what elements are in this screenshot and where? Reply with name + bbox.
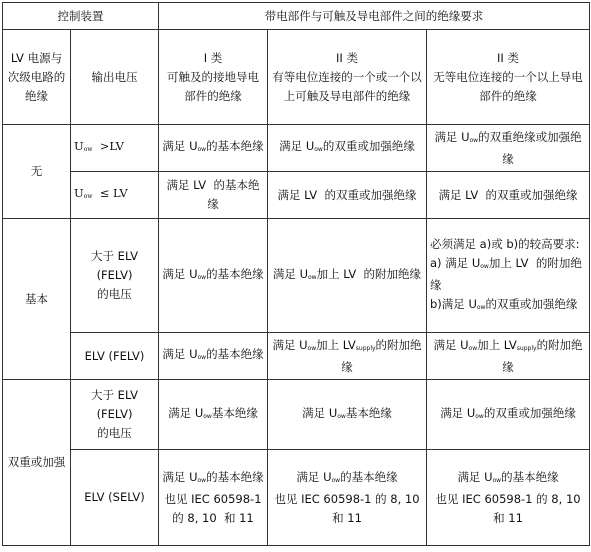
text-part: 满足 U: [272, 266, 308, 281]
class1-label: I 类: [203, 50, 223, 65]
lv-insulation-header: LV 电源与次级电路的绝缘: [3, 30, 71, 125]
text-part: 满足 U: [433, 337, 469, 352]
text-part: 加上 LV 的附加绝缘: [430, 255, 582, 292]
text-part: 的双重或加强绝缘: [485, 296, 578, 311]
text-part: 满足 U: [162, 469, 198, 484]
group-basic-cell: 基本: [3, 219, 71, 380]
requirement-cell: 满足 LV 的双重或加强绝缘: [268, 172, 427, 219]
voltage-line: 的电压: [97, 426, 132, 440]
requirement-cell: [268, 219, 427, 333]
table-row: [3, 219, 590, 333]
table-row: [3, 333, 590, 380]
class2a-header: [268, 30, 427, 125]
class2b-desc: 无等电位连接的一个以上导电部件的绝缘: [433, 69, 583, 103]
subscript: ow: [197, 146, 207, 153]
class2a-desc: 有等电位连接的一个或一个以上可触及导电部件的绝缘: [272, 69, 422, 103]
subscript: ow: [468, 344, 478, 352]
insulation-requirements-table: [2, 2, 590, 546]
group-double-cell: 双重或加强: [3, 380, 71, 546]
text-line: [430, 254, 586, 295]
text-part: 的基本绝缘: [340, 469, 398, 484]
table-row: [3, 450, 590, 546]
table-row: [3, 125, 590, 172]
reference-text: 也见 IEC 60598-1 的 8, 10 和 11: [435, 491, 588, 525]
voltage-line: 大于 ELV: [91, 249, 138, 263]
subscript: ow: [469, 136, 479, 144]
text-part: b)满足 U: [430, 296, 477, 311]
requirement-cell: [159, 333, 268, 380]
voltage-cell: [71, 380, 159, 450]
insulation-requirement-header: 带电部件与可触及导电部件之间的绝缘要求: [159, 3, 590, 30]
text-part: 的双重或加强绝缘: [483, 405, 576, 420]
text-part: 的基本绝缘: [206, 469, 264, 484]
voltage-condition: >LV: [92, 139, 124, 153]
header-row-1: [3, 3, 590, 30]
voltage-condition: ≤ LV: [92, 186, 128, 200]
voltage-line: (FELV): [96, 268, 133, 282]
class2a-label: II 类: [336, 50, 358, 65]
text-part: 满足 U: [296, 469, 332, 484]
text-part: 的附加绝缘: [502, 337, 583, 374]
subscript: ow: [308, 273, 317, 281]
reference-text: 也见 IEC 60598-1 的 8, 10 和 11: [164, 491, 266, 525]
subscript: ow: [197, 273, 207, 281]
text-part: 基本绝缘: [345, 405, 392, 420]
requirement-cell: [268, 380, 427, 450]
text-part: 的基本绝缘: [206, 347, 264, 361]
subscript: ow: [307, 344, 317, 352]
voltage-cell: [71, 219, 159, 333]
text-line: 必须满足 a)或 b)的较高要求:: [430, 236, 580, 251]
voltage-line: (FELV): [96, 407, 133, 421]
control-device-header: 控制装置: [3, 3, 159, 30]
subscript: ow: [203, 412, 212, 420]
text-part: 满足 U: [457, 469, 493, 484]
voltage-cell: [71, 172, 159, 219]
voltage-symbol: U: [74, 139, 84, 153]
group-none-cell: 无: [3, 125, 71, 219]
subscript: ow: [476, 303, 486, 311]
subscript: ow: [492, 476, 502, 484]
class1-header: [159, 30, 268, 125]
text-part: 加上 LV: [477, 337, 517, 352]
text-part: 的双重或加强绝缘: [322, 139, 415, 153]
class2b-header: [427, 30, 590, 125]
text-part: 满足 U: [279, 139, 315, 153]
subscript: ow: [197, 476, 207, 484]
table-row: [3, 172, 590, 219]
output-voltage-header: 输出电压: [71, 30, 159, 125]
text-part: 满足 U: [162, 347, 198, 361]
requirement-cell: [427, 333, 590, 380]
requirement-cell: 满足 LV 的基本绝缘: [159, 172, 268, 219]
header-row-2: [3, 30, 590, 125]
requirement-cell: [427, 125, 590, 172]
text-part: 满足 U: [440, 405, 476, 420]
voltage-cell: ELV (FELV): [71, 333, 159, 380]
text-part: 的基本绝缘: [206, 139, 264, 153]
requirement-cell: [159, 125, 268, 172]
subscript: supply: [355, 344, 376, 352]
requirement-cell: [427, 219, 590, 333]
text-part: 加上 LV: [316, 337, 356, 352]
requirement-cell: [159, 219, 268, 333]
voltage-subscript: ow: [83, 146, 93, 153]
requirement-cell: [427, 450, 590, 546]
voltage-subscript: ow: [83, 193, 93, 200]
voltage-line: 大于 ELV: [91, 388, 138, 402]
class1-desc: 可触及的接地导电部件的绝缘: [167, 69, 259, 103]
text-part: 满足 U: [434, 129, 470, 144]
voltage-cell: [71, 125, 159, 172]
text-line: [162, 468, 264, 490]
requirement-cell: [268, 450, 427, 546]
voltage-cell: ELV (SELV): [71, 450, 159, 546]
text-line: [271, 468, 423, 490]
subscript: ow: [480, 262, 489, 270]
text-part: 满足 U: [302, 405, 338, 420]
subscript: ow: [475, 412, 484, 420]
text-line: [430, 295, 586, 317]
text-part: 的基本绝缘: [206, 266, 264, 281]
text-part: 的基本绝缘: [501, 469, 559, 484]
requirement-cell: 满足 LV 的双重或加强绝缘: [427, 172, 590, 219]
requirement-cell: [427, 380, 590, 450]
voltage-line: 的电压: [97, 287, 132, 301]
class2b-label: II 类: [497, 50, 519, 65]
requirement-cell: [268, 333, 427, 380]
text-part: 满足 U: [168, 405, 204, 420]
reference-text: 也见 IEC 60598-1 的 8, 10 和 11: [274, 491, 424, 525]
text-part: 满足 U: [162, 139, 198, 153]
text-part: a) 满足 U: [430, 255, 481, 270]
text-line: [430, 468, 586, 490]
text-part: 基本绝缘: [211, 405, 258, 420]
subscript: ow: [331, 476, 341, 484]
subscript: ow: [314, 146, 323, 153]
requirement-cell: [268, 125, 427, 172]
subscript: ow: [337, 412, 346, 420]
requirement-cell: [159, 380, 268, 450]
requirement-cell: [159, 450, 268, 546]
voltage-symbol: U: [74, 186, 84, 200]
text-part: 满足 U: [162, 266, 198, 281]
subscript: ow: [197, 354, 207, 361]
text-part: 的附加绝缘: [341, 337, 422, 374]
insulation-requirements-table-container: [2, 2, 589, 546]
text-part: 满足 U: [272, 337, 308, 352]
text-part: 加上 LV 的附加绝缘: [316, 266, 422, 281]
table-row: [3, 380, 590, 450]
subscript: supply: [516, 344, 537, 352]
text-part: 的双重绝缘或加强绝缘: [478, 129, 582, 166]
